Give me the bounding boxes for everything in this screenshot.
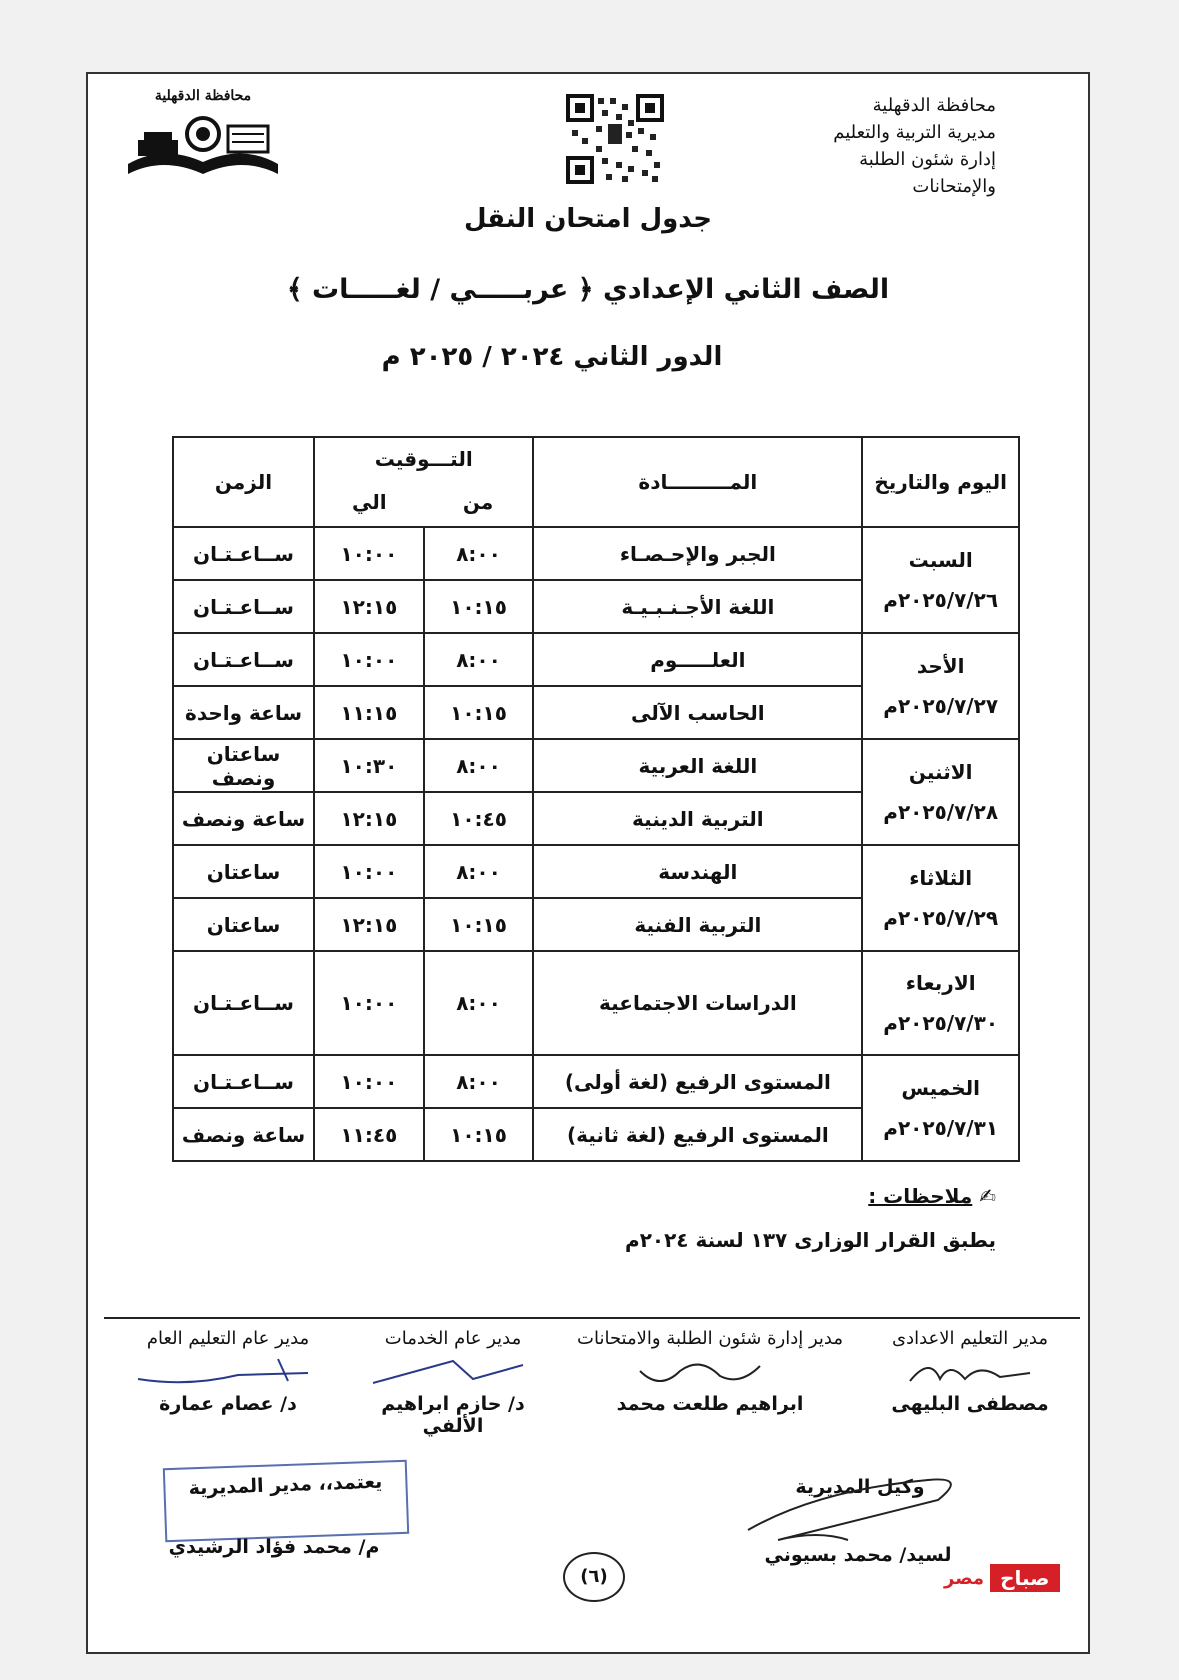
from-cell: ١٠:١٥ [424,898,534,951]
header-line-directorate: مديرية التربية والتعليم [833,122,996,143]
signature-name: د/ عصام عمارة [159,1393,297,1415]
to-cell: ١٠:٠٠ [314,951,424,1055]
column-header-to: الي [352,490,387,514]
day-cell [862,845,1019,951]
to-cell: ١٠:٠٠ [314,845,424,898]
signature-title: مدير عام التعليم العام [146,1328,310,1349]
day-date: ٢٠٢٥/٧/٢٨م [883,800,999,824]
deputy-name: لسيد/ محمد بسيوني [764,1544,952,1566]
signature-title: مدير عام الخدمات [384,1328,522,1349]
signature-name: مصطفى البليهى [891,1393,1049,1415]
duration-cell: ســاعـتـان [173,1055,314,1108]
signature-col-2 [560,1328,860,1415]
column-header-timing [314,437,533,527]
site-watermark [944,1564,1060,1592]
day-date: ٢٠٢٥/٧/٢٧م [883,694,999,718]
day-cell [862,951,1019,1055]
to-cell: ١٢:١٥ [314,898,424,951]
to-cell: ١١:١٥ [314,686,424,739]
header-line-administration: إدارة شئون الطلبة والإمتحانات [859,149,996,197]
table-row [173,633,1019,686]
day-name: الأحد [916,654,965,678]
signature-title: مدير إدارة شئون الطلبة والامتحانات [577,1328,843,1349]
subject-cell: اللغة الأجـنـبـيـة [533,580,862,633]
page-number [563,1552,625,1602]
to-cell: ١٠:٠٠ [314,633,424,686]
subject-cell: المستوى الرفيع (لغة ثانية) [533,1108,862,1161]
from-cell: ٨:٠٠ [424,739,534,792]
signature-name: ابراهيم طلعت محمد [616,1393,804,1415]
day-date: ٢٠٢٥/٧/٣٠م [883,1011,999,1035]
duration-cell: ساعة ونصف [173,792,314,845]
day-name: الاثنين [908,760,973,784]
signature-col-4 [128,1328,328,1415]
logo-text: محافظة الدقهلية [154,88,252,104]
from-cell: ١٠:١٥ [424,580,534,633]
deputy-title: وكيل المديرية [795,1476,925,1498]
duration-cell: ساعة ونصف [173,1108,314,1161]
table-row [173,951,1019,1055]
duration-cell: ســاعـتـان [173,580,314,633]
signature-col-3 [348,1328,558,1437]
duration-cell: ســاعـتـان [173,951,314,1055]
header-line-governorate: محافظة الدقهلية [872,95,996,116]
watermark-sub: مصر [944,1567,985,1589]
table-header-row [173,437,1019,527]
signature-title: مدير التعليم الاعدادى [891,1328,1048,1349]
day-cell [862,527,1019,633]
document-title: جدول امتحان النقل [463,204,713,234]
day-cell [862,633,1019,739]
column-header-from: من [462,490,494,514]
signature-col-1 [860,1328,1080,1415]
to-cell: ١٠:٣٠ [314,739,424,792]
subject-cell: التربية الفنية [533,898,862,951]
to-cell: ١٢:١٥ [314,792,424,845]
handwritten-signature [353,1351,553,1391]
document-page [86,72,1090,1654]
duration-cell: ساعتان [173,898,314,951]
duration-cell: ســاعـتـان [173,527,314,580]
qr-code-icon [566,94,664,184]
from-cell: ٨:٠٠ [424,633,534,686]
subject-cell: الهندسة [533,845,862,898]
signature-block [88,1328,1088,1438]
from-cell: ١٠:١٥ [424,686,534,739]
book-emblem-icon [118,104,288,182]
subject-cell: المستوى الرفيع (لغة أولى) [533,1055,862,1108]
day-cell [862,739,1019,845]
deputy-signature [738,1470,978,1550]
signature-name: د/ حازم ابراهيم الألفي [381,1393,525,1437]
column-header-duration: الزمن [173,437,314,527]
day-name: السبت [908,548,973,572]
stamp-text: يعتمد،، مدير المديرية [188,1470,383,1500]
duration-cell: ساعتان [173,845,314,898]
to-cell: ١٠:٠٠ [314,527,424,580]
subject-cell: الدراسات الاجتماعية [533,951,862,1055]
watermark-brand: صباح [990,1564,1059,1592]
timing-label: التـــوقيت [374,447,473,471]
notes-label-text: ملاحظات : [868,1184,973,1208]
from-cell: ٨:٠٠ [424,951,534,1055]
from-cell: ١٠:١٥ [424,1108,534,1161]
day-name: الاربعاء [905,971,976,995]
column-header-day: اليوم والتاريخ [862,437,1019,527]
from-cell: ٨:٠٠ [424,527,534,580]
pen-icon: ✍ [979,1184,996,1208]
divider [104,1317,1080,1319]
from-cell: ١٠:٤٥ [424,792,534,845]
approval-stamp [163,1460,409,1542]
page-number-text: (٦) [580,1566,608,1587]
column-header-subject: المـــــــــادة [533,437,862,527]
day-date: ٢٠٢٥/٧/٣١م [883,1116,999,1140]
duration-cell: ساعتان ونصف [173,739,314,792]
table-row [173,1055,1019,1108]
grade-title: الصف الثاني الإعدادي ﴿ عربـــــي / لغـــــات ﴾ [286,274,890,305]
header-authority [776,92,996,200]
subject-cell: الجبر والإحـصـاء [533,527,862,580]
subject-cell: العلـــــوم [533,633,862,686]
to-cell: ١٢:١٥ [314,580,424,633]
director-name: م/ محمد فؤاد الرشيدي [168,1536,380,1558]
from-cell: ٨:٠٠ [424,845,534,898]
day-date: ٢٠٢٥/٧/٢٩م [883,906,999,930]
to-cell: ١١:٤٥ [314,1108,424,1161]
governorate-logo [118,88,288,188]
handwritten-signature [610,1351,810,1391]
notes-text: يطبق القرار الوزارى ١٣٧ لسنة ٢٠٢٤م [625,1228,996,1252]
handwritten-signature [870,1351,1070,1391]
day-date: ٢٠٢٥/٧/٢٦م [883,588,999,612]
from-cell: ٨:٠٠ [424,1055,534,1108]
notes-label [396,1184,996,1208]
day-name: الثلاثاء [909,866,973,890]
exam-schedule-table [172,436,1020,1162]
subject-cell: الحاسب الآلى [533,686,862,739]
table-row [173,845,1019,898]
day-name: الخميس [901,1076,980,1100]
table-row [173,527,1019,580]
subject-cell: اللغة العربية [533,739,862,792]
session-title: الدور الثاني ٢٠٢٤ / ٢٠٢٥ م [381,342,723,372]
duration-cell: ســاعـتـان [173,633,314,686]
subject-cell: التربية الدينية [533,792,862,845]
handwritten-signature [128,1351,328,1391]
to-cell: ١٠:٠٠ [314,1055,424,1108]
duration-cell: ساعة واحدة [173,686,314,739]
day-cell [862,1055,1019,1161]
table-row [173,739,1019,792]
notes-section [396,1184,996,1252]
